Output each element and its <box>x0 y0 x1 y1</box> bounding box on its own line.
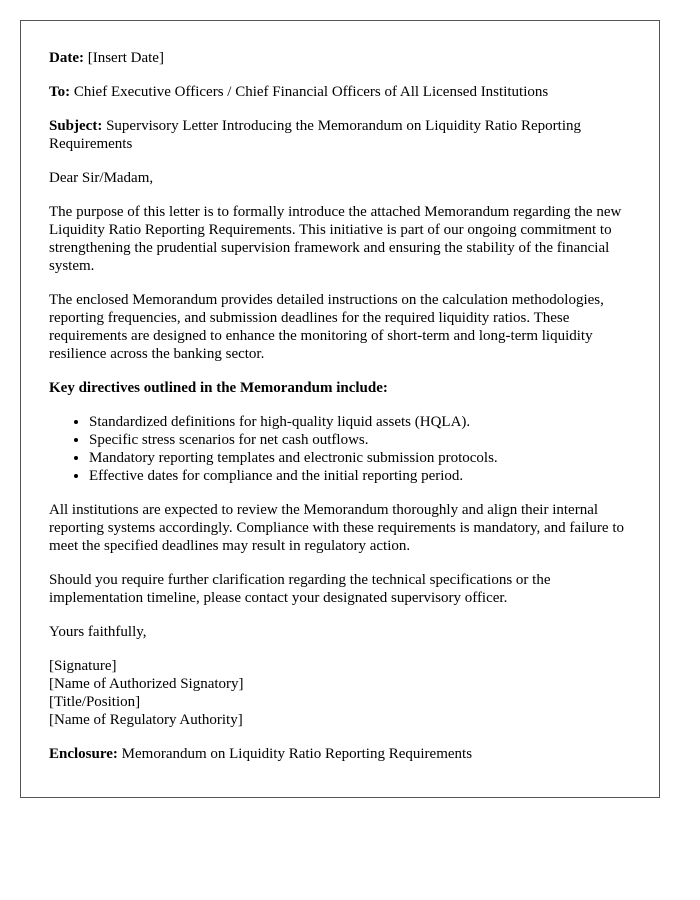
enclosure-value: Memorandum on Liquidity Ratio Reporting Requirements <box>121 746 473 762</box>
enclosure-label: Enclosure: <box>49 746 118 762</box>
directive-item: • Effective dates for compliance and the initial reporting period. <box>89 467 631 485</box>
signature-placeholder: [Signature] <box>49 658 117 674</box>
recipient-line <box>49 83 631 101</box>
subject-label: Subject: <box>49 118 103 134</box>
date-label: Date: <box>49 50 84 66</box>
signatory-title: [Title/Position] <box>49 694 141 710</box>
signature-block <box>49 657 631 729</box>
intro-paragraph: The purpose of this letter is to formally introduce the attached Memorandum regarding the new Liquidity Ratio Reporting Requirements. This initiative is part of our ongoing commitment to strengthening the prudential supervision framework and ensuring the stability of the financial system. <box>49 204 622 274</box>
enclosure-line <box>49 745 631 763</box>
authority-name: [Name of Regulatory Authority] <box>49 712 243 728</box>
salutation: Dear Sir/Madam, <box>49 170 154 186</box>
details-paragraph: The enclosed Memorandum provides detailed instructions on the calculation methodologies, reporting frequencies, and submission deadlines for the required liquidity ratios. These requirements are designed to enhance the monitoring of short-term and long-term liquidity resilience across the banking sector. <box>49 292 604 362</box>
sign-off: Yours faithfully, <box>49 624 147 640</box>
subject-line <box>49 117 631 153</box>
letter-document <box>20 20 660 798</box>
directive-item: • Standardized definitions for high-quality liquid assets (HQLA). <box>89 413 631 431</box>
directives-list <box>49 413 631 485</box>
directives-heading: Key directives outlined in the Memorandum include: <box>49 380 388 396</box>
date-line <box>49 49 631 67</box>
signatory-name: [Name of Authorized Signatory] <box>49 676 244 692</box>
recipient-value: Chief Executive Officers / Chief Financial Officers of All Licensed Institutions <box>73 84 549 100</box>
contact-paragraph: Should you require further clarification regarding the technical specifications or the implementation timeline, please contact your designated supervisory officer. <box>49 572 551 606</box>
directive-item: • Mandatory reporting templates and electronic submission protocols. <box>89 449 631 467</box>
compliance-paragraph: All institutions are expected to review the Memorandum thoroughly and align their internal reporting systems accordingly. Compliance with these requirements is mandatory, and failure to meet the specified deadlines may result in regulatory action. <box>49 502 624 554</box>
date-value: [Insert Date] <box>87 50 164 66</box>
directive-item: • Specific stress scenarios for net cash outflows. <box>89 431 631 449</box>
recipient-label: To: <box>49 84 71 100</box>
subject-value: Supervisory Letter Introducing the Memorandum on Liquidity Ratio Reporting Requirements <box>49 118 581 152</box>
